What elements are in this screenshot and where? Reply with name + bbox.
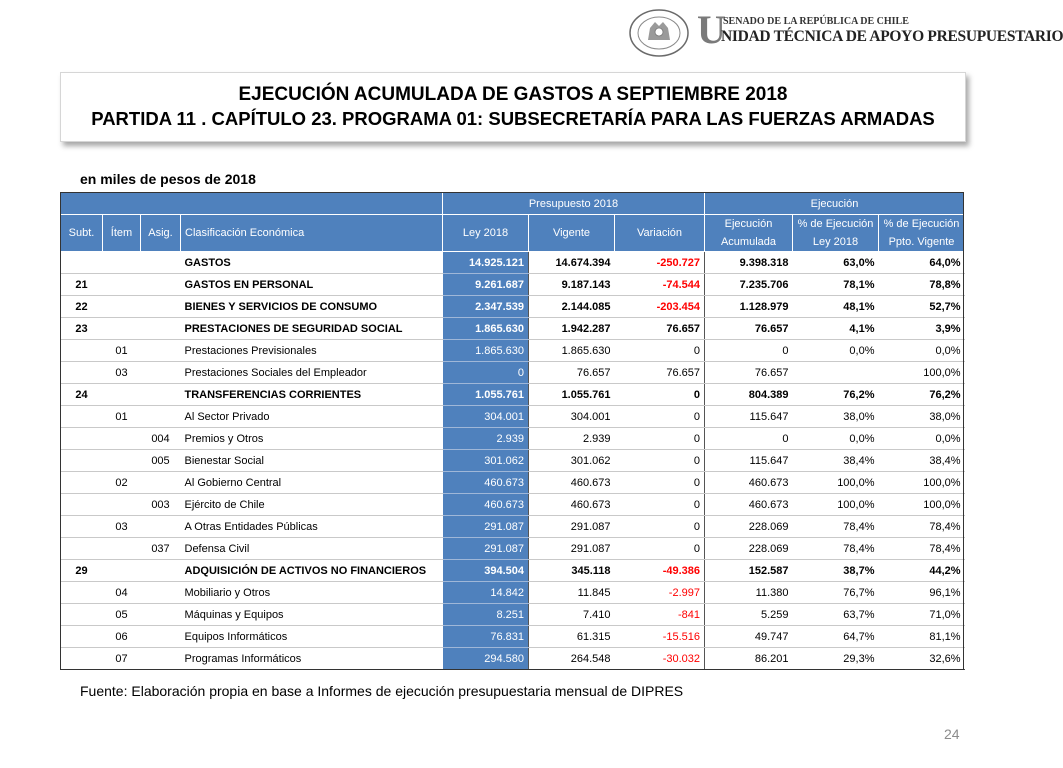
cell-pct-ley: 38,4% xyxy=(793,450,879,472)
col-header-ejecucion-b: Acumulada xyxy=(705,233,793,252)
cell-ley: 1.865.630 xyxy=(443,318,529,340)
cell-pct-vigente: 44,2% xyxy=(879,560,965,582)
cell-pct-ley: 48,1% xyxy=(793,296,879,318)
cell-subt: 24 xyxy=(61,384,103,406)
cell-pct-vigente: 76,2% xyxy=(879,384,965,406)
cell-clasificacion: GASTOS EN PERSONAL xyxy=(181,274,443,296)
cell-subt xyxy=(61,494,103,516)
cell-vigente: 460.673 xyxy=(529,472,615,494)
col-header-ley: Ley 2018 xyxy=(443,215,529,252)
cell-pct-vigente: 96,1% xyxy=(879,582,965,604)
cell-item xyxy=(103,252,141,274)
cell-clasificacion: Al Sector Privado xyxy=(181,406,443,428)
cell-variacion: 0 xyxy=(615,516,705,538)
cell-variacion: 0 xyxy=(615,340,705,362)
cell-asig: 005 xyxy=(141,450,181,472)
cell-clasificacion: Prestaciones Previsionales xyxy=(181,340,443,362)
cell-variacion: -2.997 xyxy=(615,582,705,604)
cell-pct-vigente: 38,4% xyxy=(879,450,965,472)
cell-vigente: 291.087 xyxy=(529,538,615,560)
col-header-vigente: Vigente xyxy=(529,215,615,252)
table-row xyxy=(61,494,965,516)
cell-item: 01 xyxy=(103,340,141,362)
col-header-pct-vigente-b: Ppto. Vigente xyxy=(879,233,965,252)
cell-item xyxy=(103,384,141,406)
cell-item xyxy=(103,560,141,582)
cell-asig xyxy=(141,340,181,362)
cell-subt: 23 xyxy=(61,318,103,340)
cell-subt xyxy=(61,626,103,648)
col-header-variacion: Variación xyxy=(615,215,705,252)
cell-item xyxy=(103,538,141,560)
cell-ejecucion: 5.259 xyxy=(705,604,793,626)
cell-ley: 294.580 xyxy=(443,648,529,670)
table-row xyxy=(61,340,965,362)
cell-item xyxy=(103,296,141,318)
table-row xyxy=(61,274,965,296)
cell-clasificacion: Programas Informáticos xyxy=(181,648,443,670)
logo-big-letter: U xyxy=(697,7,726,52)
cell-vigente: 1.942.287 xyxy=(529,318,615,340)
cell-pct-ley: 0,0% xyxy=(793,428,879,450)
table-row xyxy=(61,428,965,450)
cell-subt xyxy=(61,604,103,626)
cell-pct-vigente: 0,0% xyxy=(879,428,965,450)
cell-variacion: 0 xyxy=(615,494,705,516)
title-line-1: EJECUCIÓN ACUMULADA DE GASTOS A SEPTIEMBRE 2018 xyxy=(238,84,788,105)
cell-asig xyxy=(141,516,181,538)
cell-ejecucion: 228.069 xyxy=(705,538,793,560)
cell-asig xyxy=(141,252,181,274)
cell-pct-ley: 38,0% xyxy=(793,406,879,428)
cell-ejecucion: 76.657 xyxy=(705,318,793,340)
table-row xyxy=(61,296,965,318)
cell-item xyxy=(103,428,141,450)
cell-variacion: 0 xyxy=(615,428,705,450)
table-row xyxy=(61,626,965,648)
cell-pct-vigente: 78,8% xyxy=(879,274,965,296)
cell-pct-vigente: 100,0% xyxy=(879,362,965,384)
units-label: en miles de pesos de 2018 xyxy=(80,171,256,187)
cell-item: 05 xyxy=(103,604,141,626)
cell-pct-vigente: 52,7% xyxy=(879,296,965,318)
cell-item xyxy=(103,494,141,516)
cell-item: 07 xyxy=(103,648,141,670)
col-header-asig: Asig. xyxy=(141,215,181,252)
cell-variacion: 0 xyxy=(615,450,705,472)
header-presupuesto: Presupuesto 2018 xyxy=(443,193,705,215)
cell-clasificacion: Prestaciones Sociales del Empleador xyxy=(181,362,443,384)
table-row xyxy=(61,604,965,626)
cell-variacion: 76.657 xyxy=(615,362,705,384)
cell-clasificacion: Ejército de Chile xyxy=(181,494,443,516)
cell-ejecucion: 228.069 xyxy=(705,516,793,538)
cell-subt xyxy=(61,516,103,538)
cell-clasificacion: BIENES Y SERVICIOS DE CONSUMO xyxy=(181,296,443,318)
cell-subt xyxy=(61,252,103,274)
table-row xyxy=(61,318,965,340)
cell-variacion: 0 xyxy=(615,384,705,406)
cell-asig xyxy=(141,472,181,494)
cell-pct-vigente: 78,4% xyxy=(879,516,965,538)
cell-item: 03 xyxy=(103,362,141,384)
cell-vigente: 291.087 xyxy=(529,516,615,538)
cell-variacion: -74.544 xyxy=(615,274,705,296)
cell-clasificacion: TRANSFERENCIAS CORRIENTES xyxy=(181,384,443,406)
cell-pct-vigente: 81,1% xyxy=(879,626,965,648)
cell-ley: 2.939 xyxy=(443,428,529,450)
table-row xyxy=(61,362,965,384)
cell-ley: 1.865.630 xyxy=(443,340,529,362)
cell-pct-vigente: 32,6% xyxy=(879,648,965,670)
cell-asig xyxy=(141,582,181,604)
cell-ejecucion: 9.398.318 xyxy=(705,252,793,274)
cell-subt xyxy=(61,362,103,384)
cell-pct-ley: 100,0% xyxy=(793,494,879,516)
cell-subt xyxy=(61,340,103,362)
cell-variacion: -841 xyxy=(615,604,705,626)
cell-item: 04 xyxy=(103,582,141,604)
cell-variacion: -30.032 xyxy=(615,648,705,670)
table-row xyxy=(61,582,965,604)
cell-vigente: 2.939 xyxy=(529,428,615,450)
cell-ley: 394.504 xyxy=(443,560,529,582)
col-header-item: Ítem xyxy=(103,215,141,252)
col-header-pct-vigente-a: % de Ejecución xyxy=(879,215,965,234)
cell-variacion: -250.727 xyxy=(615,252,705,274)
cell-item: 02 xyxy=(103,472,141,494)
cell-pct-vigente: 100,0% xyxy=(879,494,965,516)
cell-subt xyxy=(61,406,103,428)
cell-pct-ley: 29,3% xyxy=(793,648,879,670)
cell-pct-vigente: 71,0% xyxy=(879,604,965,626)
cell-variacion: -15.516 xyxy=(615,626,705,648)
cell-asig xyxy=(141,296,181,318)
col-header-subt: Subt. xyxy=(61,215,103,252)
table-row xyxy=(61,538,965,560)
cell-asig xyxy=(141,626,181,648)
cell-clasificacion: GASTOS xyxy=(181,252,443,274)
cell-clasificacion: Bienestar Social xyxy=(181,450,443,472)
cell-pct-ley: 76,7% xyxy=(793,582,879,604)
cell-item: 06 xyxy=(103,626,141,648)
cell-pct-vigente: 0,0% xyxy=(879,340,965,362)
table-row xyxy=(61,560,965,582)
cell-asig: 037 xyxy=(141,538,181,560)
cell-ejecucion: 460.673 xyxy=(705,472,793,494)
utap-logo xyxy=(697,7,1063,52)
cell-pct-ley: 78,1% xyxy=(793,274,879,296)
cell-vigente: 76.657 xyxy=(529,362,615,384)
cell-ejecucion: 115.647 xyxy=(705,406,793,428)
cell-ejecucion: 86.201 xyxy=(705,648,793,670)
table-row xyxy=(61,450,965,472)
cell-variacion: 0 xyxy=(615,472,705,494)
cell-vigente: 1.865.630 xyxy=(529,340,615,362)
cell-ejecucion: 0 xyxy=(705,340,793,362)
budget-table xyxy=(60,192,965,670)
table-row xyxy=(61,252,965,274)
cell-asig xyxy=(141,406,181,428)
cell-vigente: 345.118 xyxy=(529,560,615,582)
cell-item xyxy=(103,318,141,340)
cell-vigente: 460.673 xyxy=(529,494,615,516)
cell-clasificacion: Premios y Otros xyxy=(181,428,443,450)
cell-pct-ley: 78,4% xyxy=(793,538,879,560)
cell-ley: 8.251 xyxy=(443,604,529,626)
cell-pct-vigente: 3,9% xyxy=(879,318,965,340)
col-header-ejecucion-a: Ejecución xyxy=(705,215,793,234)
cell-item xyxy=(103,450,141,472)
senado-seal-logo xyxy=(628,8,690,58)
title-box xyxy=(60,72,966,142)
table-row xyxy=(61,406,965,428)
cell-pct-ley: 78,4% xyxy=(793,516,879,538)
cell-clasificacion: PRESTACIONES DE SEGURIDAD SOCIAL xyxy=(181,318,443,340)
cell-asig xyxy=(141,318,181,340)
cell-clasificacion: Defensa Civil xyxy=(181,538,443,560)
logo-line-senado: SENADO DE LA REPÚBLICA DE CHILE xyxy=(723,16,909,27)
col-header-pct-ley-a: % de Ejecución xyxy=(793,215,879,234)
cell-ley: 460.673 xyxy=(443,494,529,516)
cell-item: 03 xyxy=(103,516,141,538)
cell-variacion: 0 xyxy=(615,406,705,428)
cell-pct-ley: 100,0% xyxy=(793,472,879,494)
cell-pct-vigente: 64,0% xyxy=(879,252,965,274)
cell-vigente: 7.410 xyxy=(529,604,615,626)
cell-subt: 22 xyxy=(61,296,103,318)
cell-asig xyxy=(141,274,181,296)
cell-clasificacion: Mobiliario y Otros xyxy=(181,582,443,604)
cell-asig xyxy=(141,604,181,626)
cell-asig xyxy=(141,648,181,670)
table-row xyxy=(61,472,965,494)
cell-ejecucion: 0 xyxy=(705,428,793,450)
cell-subt xyxy=(61,648,103,670)
cell-ejecucion: 460.673 xyxy=(705,494,793,516)
cell-pct-ley: 63,0% xyxy=(793,252,879,274)
cell-ejecucion: 11.380 xyxy=(705,582,793,604)
cell-vigente: 304.001 xyxy=(529,406,615,428)
cell-subt: 29 xyxy=(61,560,103,582)
cell-subt xyxy=(61,450,103,472)
cell-variacion: -49.386 xyxy=(615,560,705,582)
cell-ejecucion: 76.657 xyxy=(705,362,793,384)
col-header-pct-ley-b: Ley 2018 xyxy=(793,233,879,252)
cell-ley: 76.831 xyxy=(443,626,529,648)
cell-asig xyxy=(141,560,181,582)
col-header-clasificacion: Clasificación Económica xyxy=(181,215,443,252)
cell-pct-vigente: 100,0% xyxy=(879,472,965,494)
cell-asig xyxy=(141,362,181,384)
cell-pct-ley: 38,7% xyxy=(793,560,879,582)
cell-clasificacion: A Otras Entidades Públicas xyxy=(181,516,443,538)
logo-line-unidad: NIDAD TÉCNICA DE APOYO PRESUPUESTARIO xyxy=(721,28,1063,45)
cell-pct-vigente: 38,0% xyxy=(879,406,965,428)
cell-ley: 9.261.687 xyxy=(443,274,529,296)
cell-ejecucion: 152.587 xyxy=(705,560,793,582)
cell-pct-ley: 4,1% xyxy=(793,318,879,340)
cell-pct-ley: 0,0% xyxy=(793,340,879,362)
cell-ejecucion: 7.235.706 xyxy=(705,274,793,296)
cell-clasificacion: Equipos Informáticos xyxy=(181,626,443,648)
header-ejecucion: Ejecución xyxy=(705,193,965,215)
cell-subt xyxy=(61,428,103,450)
header-blank xyxy=(61,193,443,215)
cell-vigente: 301.062 xyxy=(529,450,615,472)
cell-pct-ley: 64,7% xyxy=(793,626,879,648)
cell-ejecucion: 115.647 xyxy=(705,450,793,472)
cell-ley: 0 xyxy=(443,362,529,384)
cell-ley: 2.347.539 xyxy=(443,296,529,318)
source-note: Fuente: Elaboración propia en base a Informes de ejecución presupuestaria mensual de DIPRES xyxy=(80,683,684,699)
cell-variacion: 0 xyxy=(615,538,705,560)
cell-ejecucion: 804.389 xyxy=(705,384,793,406)
cell-vigente: 11.845 xyxy=(529,582,615,604)
cell-item xyxy=(103,274,141,296)
cell-pct-vigente: 78,4% xyxy=(879,538,965,560)
cell-variacion: -203.454 xyxy=(615,296,705,318)
cell-ley: 291.087 xyxy=(443,538,529,560)
cell-vigente: 61.315 xyxy=(529,626,615,648)
cell-subt xyxy=(61,472,103,494)
table-row xyxy=(61,516,965,538)
cell-clasificacion: ADQUISICIÓN DE ACTIVOS NO FINANCIEROS xyxy=(181,560,443,582)
cell-subt xyxy=(61,582,103,604)
cell-vigente: 14.674.394 xyxy=(529,252,615,274)
cell-subt: 21 xyxy=(61,274,103,296)
cell-ley: 460.673 xyxy=(443,472,529,494)
cell-pct-ley: 63,7% xyxy=(793,604,879,626)
cell-vigente: 9.187.143 xyxy=(529,274,615,296)
cell-ejecucion: 49.747 xyxy=(705,626,793,648)
cell-pct-ley xyxy=(793,362,879,384)
cell-ley: 1.055.761 xyxy=(443,384,529,406)
page-number: 24 xyxy=(944,726,960,742)
cell-variacion: 76.657 xyxy=(615,318,705,340)
table-row xyxy=(61,648,965,670)
cell-ley: 304.001 xyxy=(443,406,529,428)
cell-pct-ley: 76,2% xyxy=(793,384,879,406)
cell-asig: 004 xyxy=(141,428,181,450)
cell-ejecucion: 1.128.979 xyxy=(705,296,793,318)
cell-clasificacion: Al Gobierno Central xyxy=(181,472,443,494)
cell-vigente: 264.548 xyxy=(529,648,615,670)
cell-asig: 003 xyxy=(141,494,181,516)
title-line-2: PARTIDA 11 . CAPÍTULO 23. PROGRAMA 01: SUBSECRETARÍA PARA LAS FUERZAS ARMADAS xyxy=(91,108,935,129)
cell-ley: 14.925.121 xyxy=(443,252,529,274)
table-row xyxy=(61,384,965,406)
cell-ley: 301.062 xyxy=(443,450,529,472)
cell-vigente: 2.144.085 xyxy=(529,296,615,318)
cell-ley: 14.842 xyxy=(443,582,529,604)
cell-subt xyxy=(61,538,103,560)
cell-item: 01 xyxy=(103,406,141,428)
cell-ley: 291.087 xyxy=(443,516,529,538)
cell-asig xyxy=(141,384,181,406)
cell-clasificacion: Máquinas y Equipos xyxy=(181,604,443,626)
cell-vigente: 1.055.761 xyxy=(529,384,615,406)
